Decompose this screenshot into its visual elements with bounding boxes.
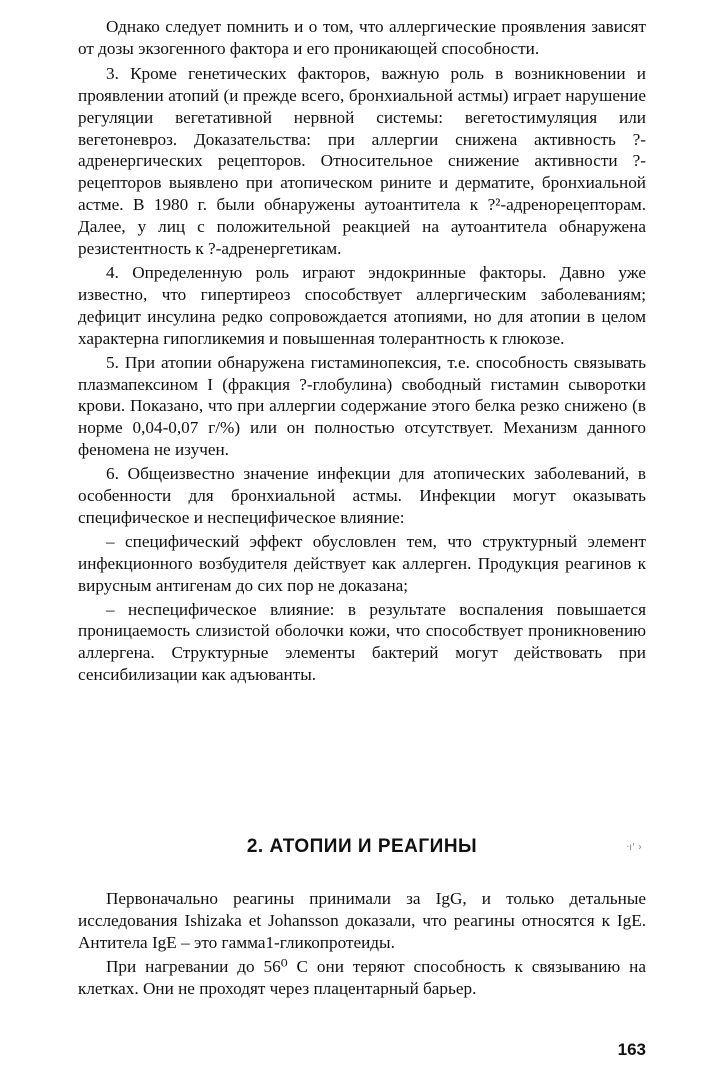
paragraph-heating: При нагревании до 56⁰ С они теряют способность к связыванию на клетках. Они не проходят через плацентарный барьер. (78, 956, 646, 998)
page-number: 163 (617, 1040, 646, 1059)
text-block-top (78, 16, 646, 688)
section-heading: 2. АТОПИИ И РЕАГИНЫ (246, 836, 478, 857)
book-page (78, 16, 646, 1076)
paragraph-nonspecific-effect: – неспецифическое влияние: в результате воспаления повышается проницаемость слизистой оболочки кожи, что способствует проникновению аллергена. Структурные элементы бактерий могут действовать при сенсибилизации как адъюванты. (78, 599, 646, 685)
paragraph-reagins-igg: Первоначально реагины принимали за IgG, и только детальные исследования Ishizaka et Johansson доказали, что реагины относятся к IgE. Антитела IgE – это гамма1-гликопротеиды. (78, 889, 646, 952)
paragraph-item-3: 3. Кроме генетических факторов, важную роль в возникновении и проявлении атопий (и прежде всего, бронхиальной астмы) играет нарушение регуляции вегетативной нервной системы: вегетостимуляция или вегетоневроз. Доказательства: при аллергии снижена активность ?-адренергических рецепторов. Относительное снижение активности ?-рецепторов выявлено при атопическом рините и дерматите, бронхиальной астме. В 1980 г. были обнаружены аутоантитела к ?²-адренорецепторам. Далее, у лиц с положительной реакцией на аутоантитела обнаружена резистентность к ?-адренергетикам. (78, 63, 646, 259)
paragraph-item-6: 6. Общеизвестно значение инфекции для атопических заболеваний, в особенности для бронхиальной астмы. Инфекции могут оказывать специфическое и неспецифическое влияние: (78, 464, 646, 527)
paragraph-item-5: 5. При атопии обнаружена гистаминопексия, т.е. способность связывать плазмапексином I (фракция ?-глобулина) свободный гистамин сыворотки крови. Показано, что при аллергии содержание этого белка резко снижено (в норме 0,04-0,07 г/%) или он полностью отсутствует. Механизм данного феномена не изучен. (78, 352, 646, 460)
text-block-bottom (78, 888, 646, 1000)
paragraph-item-4: 4. Определенную роль играют эндокринные факторы. Давно уже известно, что гипертиреоз способствует аллергическим заболеваниям; дефицит инсулина редко сопровождается атопиями, но для атопии в целом характерна гипогликемия и повышенная толерантность к глюкозе. (78, 262, 646, 348)
paragraph-allergy-dose: Однако следует помнить и о том, что аллергические проявления зависят от дозы экзогенного фактора и его проникающей способности. (78, 17, 646, 58)
margin-mark: ·ı' › (626, 842, 642, 853)
paragraph-specific-effect: – специфический эффект обусловлен тем, что структурный элемент инфекционного возбудителя действует как аллерген. Продукция реагинов к вирусным антигенам до сих пор не доказана; (78, 531, 646, 595)
